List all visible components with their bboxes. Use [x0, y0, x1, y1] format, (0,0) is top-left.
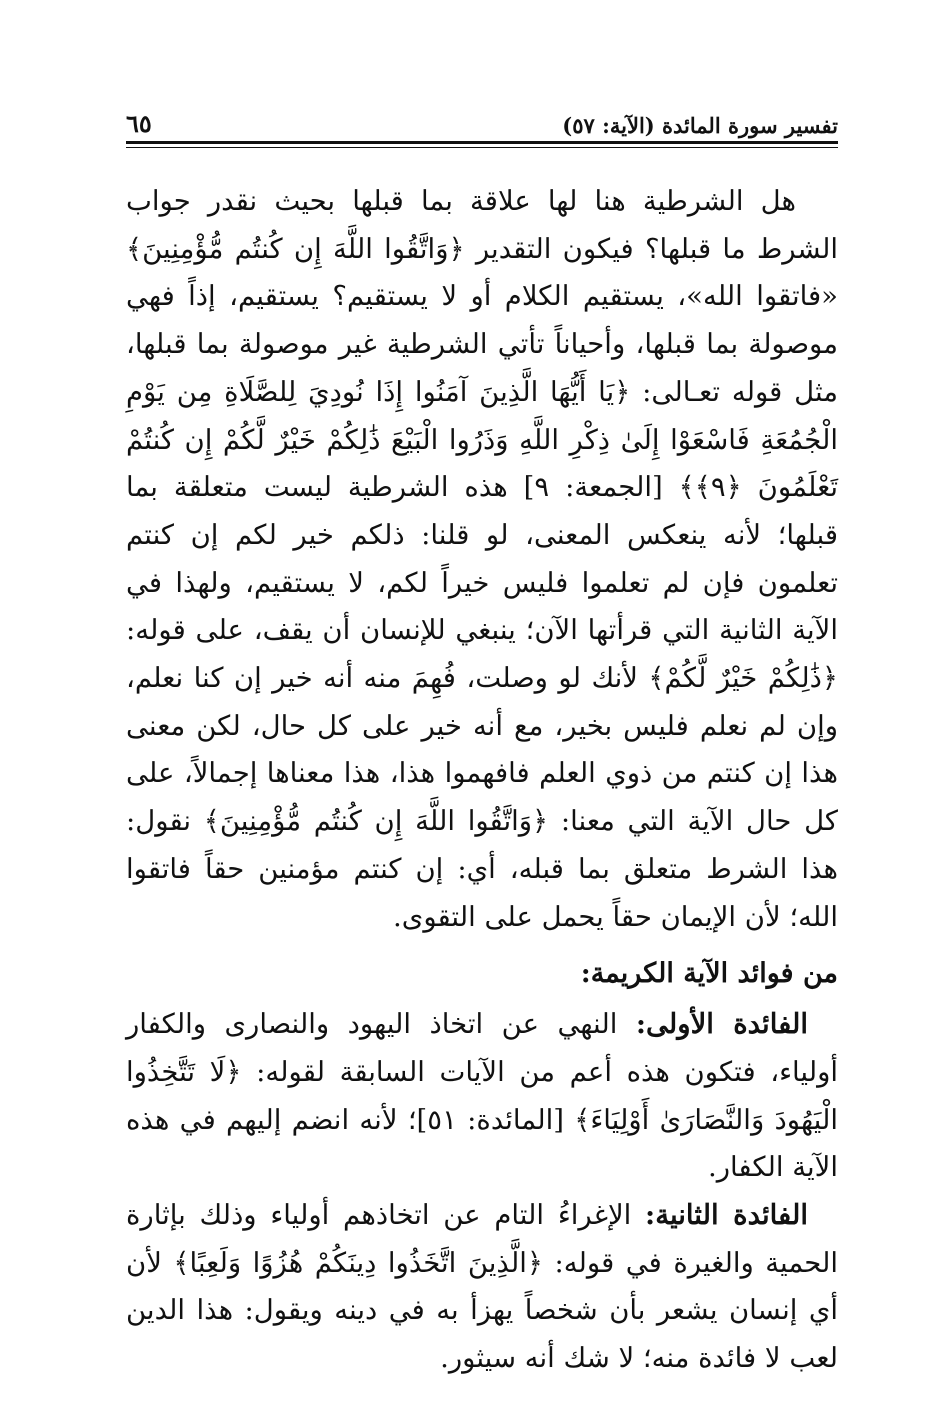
- benefit-label: الفائدة الأولى:: [635, 1008, 809, 1041]
- benefit-label: الفائدة الثانية:: [645, 1199, 808, 1232]
- header-rule-thin: [126, 147, 838, 148]
- benefit-text: النهي عن اتخاذ اليهود والنصارى والكفار أولياء، فتكون هذه أعم من الآيات السابقة لقوله: ﴿لَا تَتَّخِذُوا الْيَهُودَ وَالنَّصَارَىٰ أَوْلِيَاءَ﴾ [المائدة: ٥١]؛ لأنه انضم إليهم في هذه الآية الكفار.: [126, 1008, 838, 1184]
- page-header: [126, 100, 838, 138]
- page-body: [126, 178, 838, 1375]
- section-heading: من فوائد الآية الكريمة:: [580, 958, 838, 990]
- benefit-text: الإغراءُ التام عن اتخاذهم أولياء وذلك بإثارة الحمية والغيرة في قوله: ﴿الَّذِينَ اتَّخَذُوا دِينَكُمْ هُزُوًا وَلَعِبًا﴾ لأن أي إنسان يشعر بأن شخصاً يهزأ به في دينه ويقول: هذا الدين لعب لا فائدة منه؛ لا شك أنه سيثور.: [126, 1199, 838, 1375]
- body-paragraph: هل الشرطية هنا لها علاقة بما قبلها بحيث نقدر جواب الشرط ما قبلها؟ فيكون التقدير ﴿وَاتَّقُوا اللَّهَ إِن كُنتُم مُّؤْمِنِينَ﴾ «فاتقوا الله»، يستقيم الكلام أو لا يستقيم؟ يستقيم، إذاً فهي موصولة بما قبلها، وأحياناً تأتي الشرطية غير موصولة بما قبلها، مثل قوله تعـالى: ﴿يَا أَيُّهَا الَّذِينَ آمَنُوا إِذَا نُودِيَ لِلصَّلَاةِ مِن يَوْمِ الْجُمُعَةِ فَاسْعَوْا إِلَىٰ ذِكْرِ اللَّهِ وَذَرُوا الْبَيْعَ ذَٰلِكُمْ خَيْرٌ لَّكُمْ إِن كُنتُمْ تَعْلَمُونَ ﴿٩﴾﴾ [الجمعة: ٩] هذه الشرطية ليست متعلقة بما قبلها؛ لأنه ينعكس المعنى، لو قلنا: ذلكم خير لكم إن كنتم تعلمون فإن لم تعلموا فليس خيراً لكم، لا يستقيم، ولهذا في الآية الثانية التي قرأتها الآن؛ ينبغي للإنسان أن يقف، على قوله: ﴿ذَٰلِكُمْ خَيْرٌ لَّكُمْ﴾ لأنك لو وصلت، فُهِمَ منه أنه خير إن كنا نعلم، وإن لم نعلم فليس بخير، مع أنه خير على كل حال، لكن معنى هذا إن كنتم من ذوي العلم فافهموا هذا، هذا معناها إجمالاً، على كل حال الآية التي معنا: ﴿وَاتَّقُوا اللَّهَ إِن كُنتُم مُّؤْمِنِينَ﴾ نقول: هذا الشرط متعلق بما قبله، أي: إن كنتم مؤمنين حقاً فاتقوا الله؛ لأن الإيمان حقاً يحمل على التقوى.: [126, 185, 838, 933]
- header-rule-thick: [126, 141, 838, 144]
- benefit-paragraph-2: [126, 1192, 838, 1383]
- running-title: تفسير سورة المائدة (الآية: ٥٧): [562, 113, 838, 138]
- benefit-paragraph-1: [126, 1001, 838, 1192]
- page-number: ٦٥: [126, 109, 152, 138]
